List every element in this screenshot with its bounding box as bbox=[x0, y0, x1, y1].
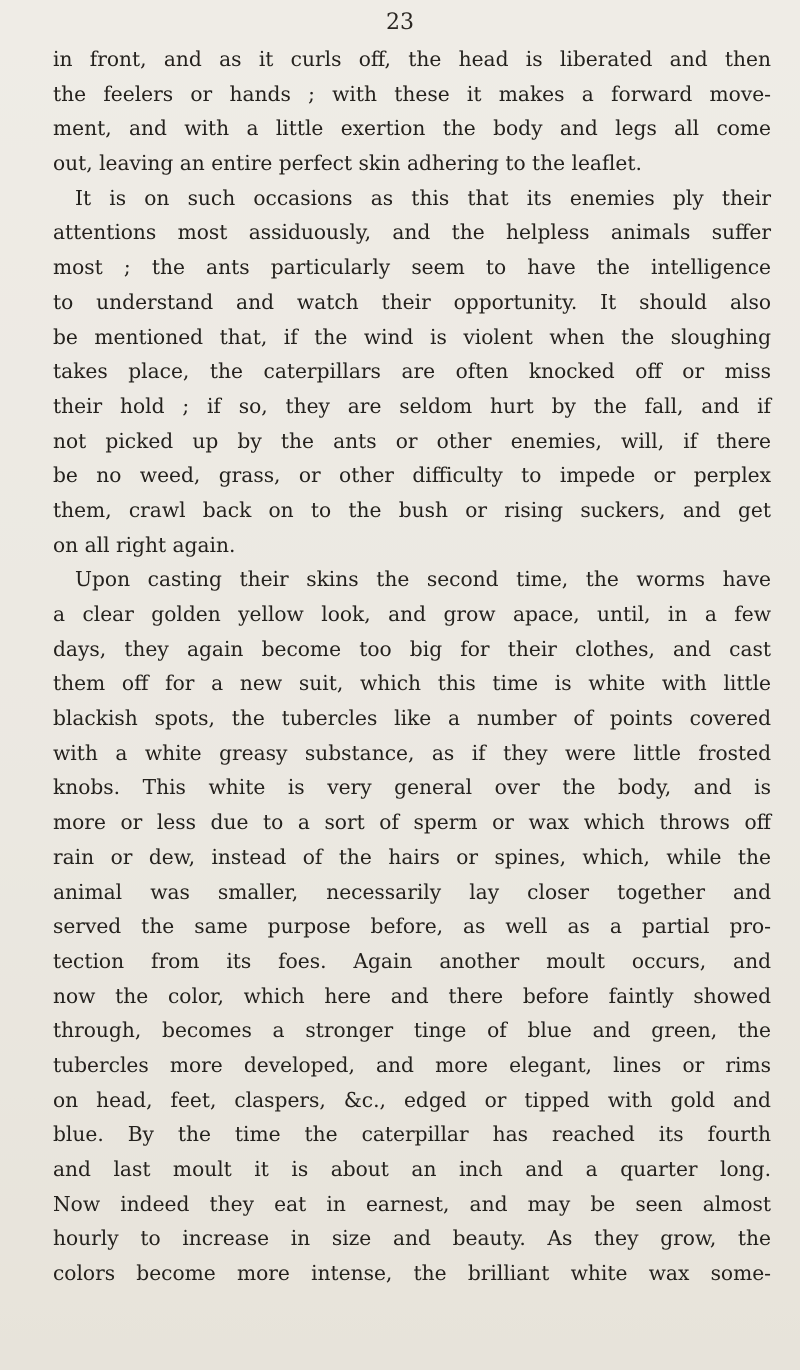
text-line: through, becomes a stronger tinge of blue and green, the bbox=[53, 1018, 771, 1043]
text-line: in front, and as it curls off, the head is liberated and then bbox=[53, 47, 771, 71]
text-line: tubercles more developed, and more elegant, lines or rims bbox=[53, 1052, 771, 1077]
text-line: them off for a new suit, which this time is white with little bbox=[53, 671, 771, 696]
text-line: on head, feet, claspers, &c., edged or tipped with gold and bbox=[53, 1087, 771, 1112]
text-line: served the same purpose before, as well as a partial pro- bbox=[53, 914, 771, 939]
text-line: a clear golden yellow look, and grow apace, until, in a few bbox=[53, 602, 771, 626]
text-line: Now indeed they eat in earnest, and may be seen almost bbox=[53, 1191, 771, 1216]
body-text bbox=[53, 42, 771, 1291]
text-line: ment, and with a little exertion the body and legs all come bbox=[53, 116, 771, 141]
text-line: hourly to increase in size and beauty. As they grow, the bbox=[53, 1226, 771, 1251]
text-line: and last moult it is about an inch and a quarter long. bbox=[53, 1157, 771, 1181]
text-line: with a white greasy substance, as if they were little frosted bbox=[53, 740, 771, 765]
text-line: to understand and watch their opportunity. It should also bbox=[53, 289, 771, 314]
text-line: animal was smaller, necessarily lay closer together and bbox=[53, 879, 771, 904]
text-line: not picked up by the ants or other enemies, will, if there bbox=[53, 428, 771, 453]
text-line: knobs. This white is very general over the body, and is bbox=[53, 775, 771, 800]
text-line: them, crawl back on to the bush or rising suckers, and get bbox=[53, 497, 771, 522]
text-line: colors become more intense, the brilliant white wax some- bbox=[53, 1261, 771, 1286]
text-line: now the color, which here and there before faintly showed bbox=[53, 983, 771, 1008]
text-line: rain or dew, instead of the hairs or spines, which, while the bbox=[53, 844, 771, 869]
page-number: 23 bbox=[386, 10, 414, 35]
text-line: the feelers or hands ; with these it makes a forward move- bbox=[53, 81, 771, 106]
text-line: It is on such occasions as this that its enemies ply their bbox=[75, 185, 771, 210]
text-line: blue. By the time the caterpillar has reached its fourth bbox=[53, 1122, 771, 1147]
text-line: tection from its foes. Again another moult occurs, and bbox=[53, 948, 771, 973]
text-line: more or less due to a sort of sperm or wax which throws off bbox=[53, 810, 771, 835]
text-line: Upon casting their skins the second time, the worms have bbox=[75, 567, 771, 592]
text-line: takes place, the caterpillars are often knocked off or miss bbox=[53, 359, 771, 384]
text-line: their hold ; if so, they are seldom hurt by the fall, and if bbox=[53, 393, 771, 418]
text-line: most ; the ants particularly seem to have the intelligence bbox=[53, 255, 771, 280]
text-line: be mentioned that, if the wind is violent when the sloughing bbox=[53, 324, 771, 349]
text-line: be no weed, grass, or other difficulty to impede or perplex bbox=[53, 463, 771, 488]
text-line: blackish spots, the tubercles like a number of points covered bbox=[53, 706, 771, 731]
text-line: out, leaving an entire perfect skin adhering to the leaflet. bbox=[53, 151, 642, 176]
text-line: days, they again become too big for their clothes, and cast bbox=[53, 636, 771, 661]
text-line: attentions most assiduously, and the helpless animals suffer bbox=[53, 220, 771, 245]
text-line: on all right again. bbox=[53, 532, 236, 557]
